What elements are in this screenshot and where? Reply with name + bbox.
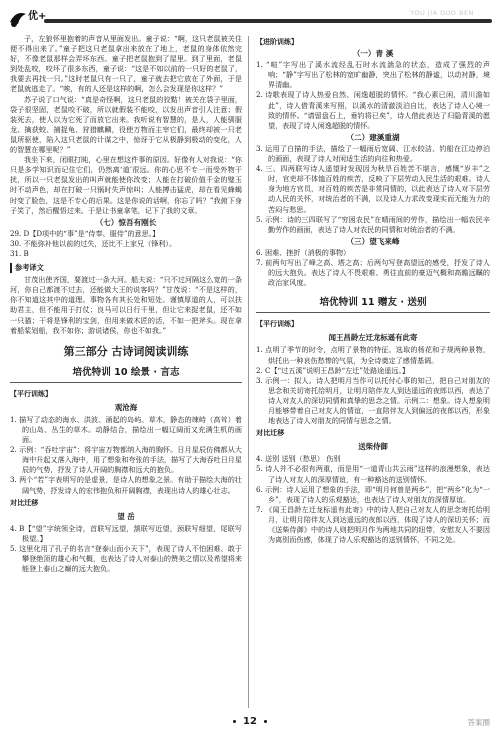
brand-logo-text: 优+ <box>28 11 47 22</box>
answer-item: 2. C【“过五溪”说明王昌龄“左迁”处路途遥远。】 <box>256 365 410 375</box>
answer-item: 3. 示例一：拟人。诗人把明月当作可以托付心事的知己，把自己对朋友的思念和关切寄托给明月，让明月陪伴友人到达遥远的夜郎以西，表达了诗人对友人的深切同情和真挚的思念之情。示例二：想象。诗人想象明月能够带着自己对友人的情谊，一直陪伴友人到偏远的夜郎以西，形象地表达了诗人对朋友的同情与思念之情。 <box>256 375 490 426</box>
answer-item: 2. 诗歌表现了诗人热爱自然、闲逸超脱的情怀。“我心素已闲，清川澹如此”，诗人借青溪来写照，以溪水的清澈淡泊自比，表达了诗人心境一致的情怀。“请留盘石上，垂钓将已矣”，诗人借此表达了归隐青溪的愿望，表现了诗人闲逸超脱的情怀。 <box>256 90 490 130</box>
answer-item: 31. B <box>10 248 29 258</box>
section-title-3: （三）望飞来峰 <box>346 236 400 246</box>
page-header <box>0 0 500 38</box>
footer-watermark: 答案圈 <box>467 718 490 727</box>
answer-item: 1. 描写了动态的海水、洪波、涌起的岛屿、草木，静态的竦峙（高耸）着的山岛、丛生的草木。动静结合，描绘出一幅辽阔而又充满生机的画面。 <box>10 414 242 445</box>
poem-title: 闻王昌龄左迁龙标遥有此寄 <box>328 333 418 343</box>
practice-label: 【平行训练】 <box>10 389 52 398</box>
part-title: 第三部分 古诗词阅读训练 <box>63 344 189 358</box>
answer-item: 5. 示例：诗的三四联写了“穷困农民”在晴雨间的劳作，描绘出一幅农民辛勤劳作的画面，表达了诗人对农民的同情和对统治者的不满。 <box>256 214 490 234</box>
section-title-7: （七）惊吾有刚长 <box>95 217 157 227</box>
answer-item: 4. 送别 送别（愁思） 伤别 <box>256 454 341 464</box>
answer-item: 2. 示例：“吞吐宇宙”：将宇宙万物都纳入海的胸怀。日月星辰仿佛都从大海中升起又落入海中，用了想象和夸张的手法，描写了大海吞吐日月星辰的气势，抒发了诗人开阔的胸襟和远大的抱负。 <box>10 445 242 475</box>
answer-item: 4. B【“望”字统领全诗，首联写远望，颔联写近望，颈联写细望，尾联写极望。】 <box>10 523 242 543</box>
practice-label: 【平行训练】 <box>256 320 298 329</box>
poem-title: 送柴侍御 <box>358 442 388 452</box>
advance-label: 【进阶训练】 <box>256 38 298 46</box>
answer-item: 3. 两个“若”字表明写的是虚景，是诗人的想象之景。有助于描绘大海的壮阔气势，抒发诗人的宏伟抱负和开阔胸襟，表现出诗人的雄心壮志。 <box>10 475 242 495</box>
unit-title-10: 培优特训 10 绘景 · 言志 <box>10 366 242 383</box>
section-title-2: （二）建溪重湖 <box>346 132 400 142</box>
poem-title: 望 岳 <box>117 511 135 521</box>
right-column <box>256 34 490 714</box>
poem-title: 观沧海 <box>114 402 138 412</box>
compare-label: 对比迁移 <box>10 497 39 507</box>
page-number: 12 <box>243 716 257 727</box>
page-footer <box>0 715 500 735</box>
column-divider <box>248 36 249 708</box>
answer-item: 1. “喧”字写出了溪水流经乱石时水流湍急的状态，造成了强烈的声响；“静”字写出了松林的宽旷幽静，突出了松林的静谧，以动衬静，境界清幽。 <box>256 60 490 90</box>
story-paragraph: 我坐下来，闭眼打盹，心里在想这件事的原因。好像有人对我说：“你只是多学知识而记住它们，仍然离‘道’很远。你的心思不专一而受外物干扰，所以一只老鼠发出的叫声就能使你改变；人能在打破价值千金的璧玉时不动声色，却在打破一只锅时失声惊叫；人能搏击猛虎，却在看见蜂蝎时变了脸色，这是不专心的后果。这是你说的话啊，你忘了吗？”我俯下身子笑了，然后醒悟过来。于是让书童拿笔，记下了我的文章。 <box>10 155 242 215</box>
story-paragraph: 子，左狼怀里抱着的声音从里面发出。童子说：“啊，这只老鼠被关住便不得出来了。”童子把这只老鼠拿出来放在了地上，老鼠的身体依然完好，不像老鼠那样会弄坏东西。童子把老鼠抱到了屋里。到了里面，老鼠到处乱咬，咬坏了很多东西，童子说：“这是不如以前的一只好的老鼠了，我要去再找一只。”这时老鼠只有一只了，童子就去把它放在了外面，于是老鼠就逃走了。“唉，有的人还是这样的啊，怎么会发现是你这样？” <box>10 34 242 94</box>
translation-paragraph: 甘茂出使齐国，要渡过一条大河。船夫说：“只不过河隔这么宽的一条河，你自己都渡不过去，还能做大王的说客吗？”甘茂说：“不是这样的，你不知道这其中的道理。事物各有其长处和短处。谨慎厚道的人，可以扶助君主，但不能用于打仗；良马可以日行千里，但让它来捉老鼠，还不如一只猫；干将是锋利的宝剑，但用来做木匠的活，不如一把斧头。现在拿着船桨划船，我不如你；游说诸侯，你也不如我。” <box>10 275 242 335</box>
answer-item: 3. 运用了白描的手法，描绘了一幅雨后宽阔、江水皎洁、钓船在江边停泊的画面，表现了诗人对闲适生活的向往和热爱。 <box>256 143 490 164</box>
header-watermark: YOU JIA DUO BEN <box>410 9 474 17</box>
answer-item: 4. 三、四两联写诗人遥望时发现因为秋旱百姓苦不堪言，感慨“岁丰”之时，官吏却不体恤百姓的疾苦，反映了下层劳动人民生活的艰难。诗人身为地方官员，对百姓的疾苦是非常同情的，以此表达了诗人对下层劳动人民的关怀，对统治者的不满，以及诗人力求改变现实而无能为力的苦闷与愁思。 <box>256 164 490 214</box>
answer-item: 1. 点明了季节的时令，点明了景物的特征。选取的杨花和子规两种景物，烘托出一种哀伤愁惨的气氛，为全诗奠定了感情基调。 <box>256 345 490 365</box>
story-paragraph: 苏子说了口气说：“真是奇怪啊，这只老鼠的狡黠！被关在袋子里面，袋子很坚固，老鼠咬不破，所以就假装不能咬，以发出声音引人注意；假装死去，使人以为它死了而放它出来。我听说有智慧的，是人，人能驯服龙、擒获蛟、捕捉龟、狩猎麒麟，役使万物而主宰它们，最终却被一只老鼠所驱使，陷入这只老鼠的计谋之中，惊讶于它从极静到极动的变化，人的智慧在哪里呢？” <box>10 94 242 155</box>
footer-dot-icon <box>264 720 267 723</box>
header-band <box>44 19 492 23</box>
compare-label: 对比迁移 <box>256 428 285 438</box>
section-title-1: （一）青 溪 <box>352 49 394 59</box>
answer-item: 30. 不能弥补他以前的过失，还比不上家兄（锋利）。 <box>10 238 177 248</box>
reference-translation-tag: 参考译文 <box>10 263 44 273</box>
answer-item: 5. 这里化用了孔子的名言“登泰山而小天下”，表现了诗人不怕困难、敢于攀登绝顶的雄心和气概，也表达了诗人对泰山的赞美之情以及希望将来能登上泰山之巅的远大抱负。 <box>10 544 242 574</box>
unit-title-11: 培优特训 11 赠友 · 送别 <box>256 296 490 313</box>
answer-item: 5. 诗人并不必很有两重，而是用“一道青山共云雨”这样的浪漫想象，表达了诗人对友人的深厚情谊，有一种豁达的送别情怀。 <box>256 464 490 484</box>
answer-item: 7. 《闻王昌龄左迁龙标遥有此寄》中的诗人把自己对友人的思念寄托给明月，让明月陪伴友人到达遥远的夜郎以西，体现了诗人的深切关怀；而《送柴侍御》中的诗人则把明月作为两地共同的纽带，安慰友人不要因为离别而伤感，体现了诗人乐观豁达的送别情怀，不同之处。 <box>256 504 490 545</box>
answer-item: 6. 示例：诗人运用了想象的手法，即“明月何曾是两乡”，把“两乡”化为“一乡”，表现了诗人的乐观豁达，也表达了诗人对朋友的深情厚谊。 <box>256 484 490 504</box>
answer-item: 6. 困难、挫折（消极的事物） <box>256 247 351 257</box>
left-column <box>10 34 242 714</box>
answer-item: 7. 前两句写出了峰之高、塔之高；后两句写登高望远的感受，抒发了诗人的远大抱负。表达了诗人不畏艰难、勇往直前的豪迈气概和高瞻远瞩的政治家风度。 <box>256 257 490 288</box>
answer-item: 29. D【D项中的“事”是“侍奉、服侍”的意思。】 <box>10 228 160 238</box>
footer-dot-icon <box>233 720 236 723</box>
